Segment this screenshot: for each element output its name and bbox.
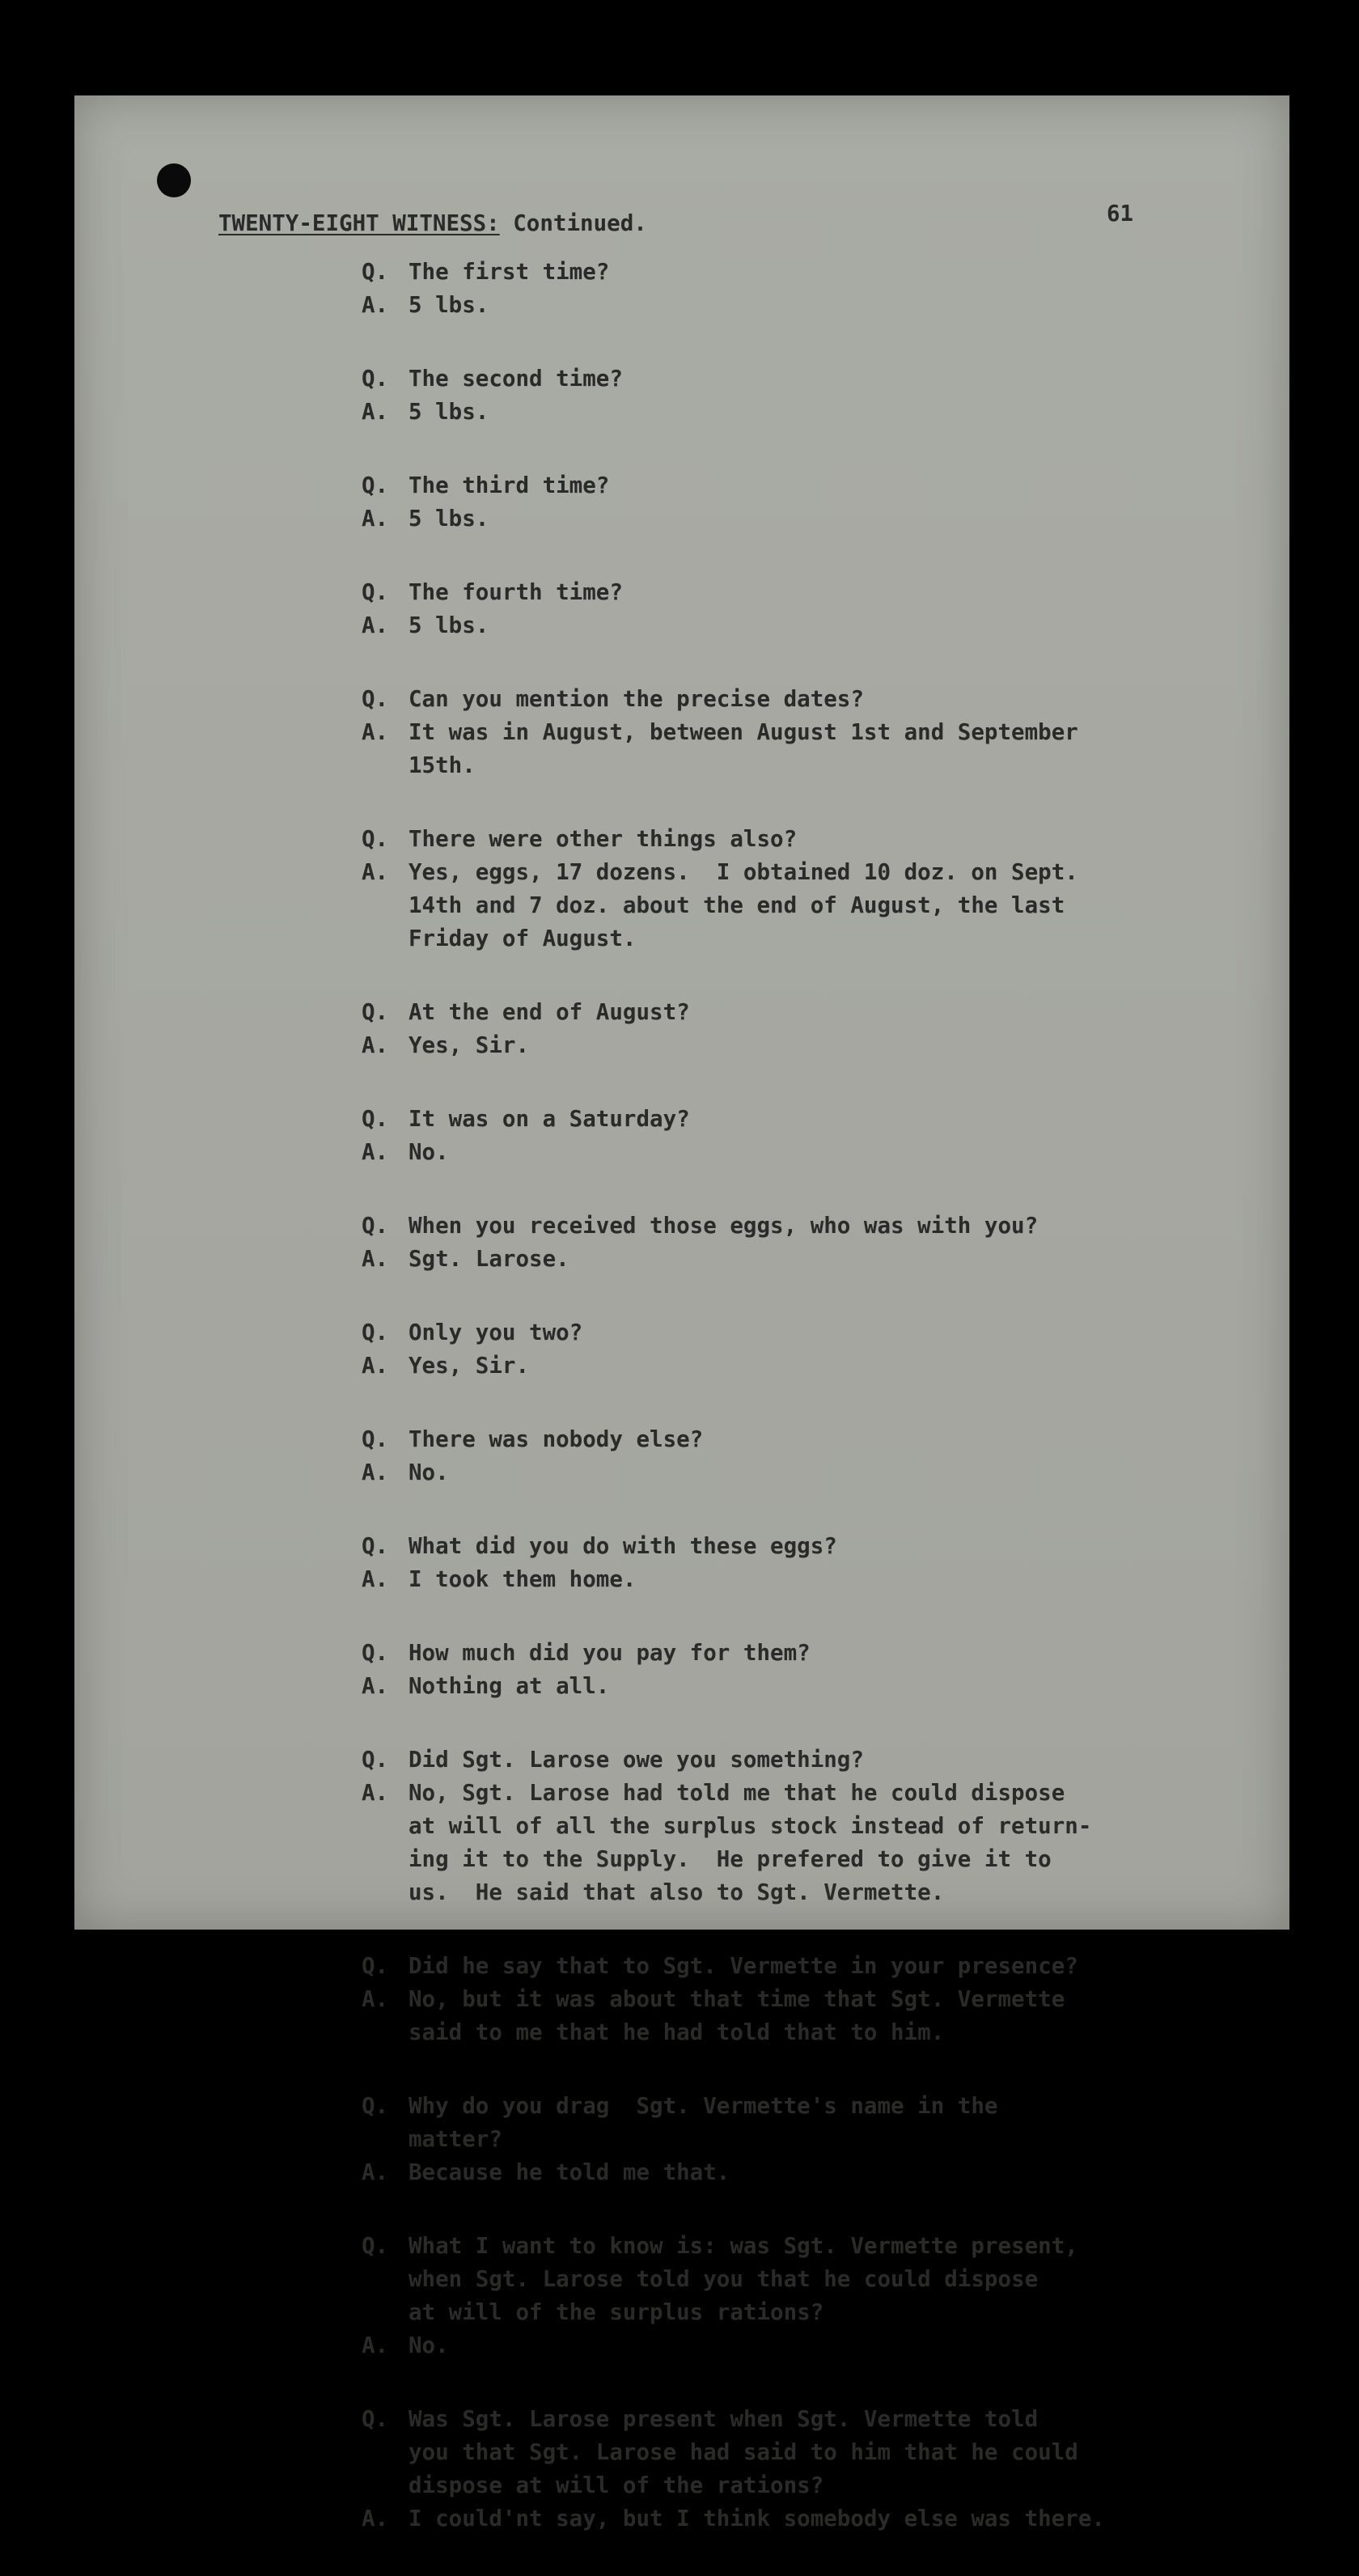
qa-pair (362, 2403, 1276, 2536)
question-marker: Q. (362, 1640, 389, 1666)
question-marker (362, 2469, 409, 2502)
answer-line (362, 922, 1276, 955)
answer-line (362, 1810, 1276, 1843)
question-text: you that Sgt. Larose had said to him that he could (409, 2439, 1078, 2465)
answer-marker (362, 889, 409, 922)
question-marker: Q. (362, 2233, 389, 2259)
answer-line (362, 2156, 1276, 2189)
answer-marker (362, 1810, 409, 1843)
answer-text: No, but it was about that time that Sgt. Vermette (409, 1986, 1065, 2012)
question-marker (362, 2263, 409, 2296)
answer-text: No. (409, 2332, 449, 2358)
qa-pair (362, 683, 1276, 782)
question-line (362, 256, 1276, 289)
answer-text: I could'nt say, but I think somebody else was there. (409, 2506, 1105, 2532)
question-line (362, 1423, 1276, 1456)
answer-line (362, 856, 1276, 889)
answer-text: Sgt. Larose. (409, 1246, 569, 1272)
answer-marker: A. (362, 612, 389, 638)
question-marker: Q. (362, 1106, 389, 1132)
answer-marker: A. (362, 1460, 389, 1485)
testimony-list (362, 256, 1276, 2576)
answer-text: Yes, eggs, 17 dozens. I obtained 10 doz. on Sept. (409, 859, 1078, 885)
question-marker: Q. (362, 1320, 389, 1345)
section-header (218, 207, 647, 240)
answer-line (362, 2016, 1276, 2049)
question-marker: Q. (362, 686, 389, 712)
question-line (362, 1103, 1276, 1136)
answer-text: 5 lbs. (409, 612, 489, 638)
answer-marker: A. (362, 292, 389, 318)
answer-text: 15th. (409, 752, 476, 778)
answer-marker (362, 922, 409, 955)
question-line (362, 2403, 1276, 2436)
answer-text: ing it to the Supply. He prefered to give it to (409, 1846, 1052, 1872)
question-text: At the end of August? (409, 999, 690, 1025)
question-line (362, 1210, 1276, 1243)
qa-pair (362, 1423, 1276, 1489)
answer-text: No. (409, 1139, 449, 1165)
question-line (362, 683, 1276, 716)
qa-pair (362, 1530, 1276, 1596)
answer-marker: A. (362, 1032, 389, 1058)
answer-line (362, 1456, 1276, 1489)
answer-marker (362, 1876, 409, 1909)
question-text: What did you do with these eggs? (409, 1533, 837, 1559)
question-marker: Q. (362, 1426, 389, 1452)
question-text: Did he say that to Sgt. Vermette in your presence? (409, 1953, 1078, 1979)
question-marker: Q. (362, 472, 389, 498)
question-marker: Q. (362, 1953, 389, 1979)
punch-hole (157, 163, 191, 197)
answer-text: Yes, Sir. (409, 1032, 530, 1058)
answer-text: It was in August, between August 1st and September (409, 719, 1078, 745)
question-text: How much did you pay for them? (409, 1640, 811, 1666)
question-marker: Q. (362, 1747, 389, 1773)
qa-pair (362, 362, 1276, 429)
qa-pair (362, 1103, 1276, 1169)
answer-line (362, 1777, 1276, 1810)
question-text: Did Sgt. Larose owe you something? (409, 1747, 864, 1773)
answer-line (362, 289, 1276, 322)
answer-text: Friday of August. (409, 926, 637, 951)
question-text: When you received those eggs, who was with you? (409, 1213, 1039, 1239)
question-text: It was on a Saturday? (409, 1106, 690, 1132)
question-marker: Q. (362, 2406, 389, 2432)
question-text: Was Sgt. Larose present when Sgt. Vermette told (409, 2406, 1039, 2432)
answer-marker: A. (362, 399, 389, 425)
question-text: There was nobody else? (409, 1426, 704, 1452)
question-text: What I want to know is: was Sgt. Vermette present, (409, 2233, 1078, 2259)
answer-marker: A. (362, 1246, 389, 1272)
page-number: 61 (1107, 201, 1134, 227)
qa-pair (362, 2090, 1276, 2189)
question-marker: Q. (362, 259, 389, 285)
question-line (362, 1530, 1276, 1563)
answer-text: Yes, Sir. (409, 1353, 530, 1379)
question-line (362, 2123, 1276, 2156)
answer-line (362, 502, 1276, 536)
question-marker: Q. (362, 2093, 389, 2119)
answer-line (362, 1843, 1276, 1876)
answer-text: I took them home. (409, 1566, 637, 1592)
answer-line (362, 2329, 1276, 2362)
answer-line (362, 609, 1276, 642)
question-marker: Q. (362, 826, 389, 852)
question-text: at will of the surplus rations? (409, 2299, 824, 2325)
question-line (362, 1950, 1276, 1983)
question-marker (362, 2123, 409, 2156)
answer-text: us. He said that also to Sgt. Vermette. (409, 1879, 945, 1905)
question-line (362, 1637, 1276, 1670)
qa-pair (362, 1743, 1276, 1909)
answer-marker: A. (362, 1780, 389, 1806)
question-line (362, 2090, 1276, 2123)
question-marker: Q. (362, 1533, 389, 1559)
answer-line (362, 2502, 1276, 2536)
answer-marker: A. (362, 1986, 389, 2012)
qa-pair (362, 1950, 1276, 2049)
answer-line (362, 749, 1276, 782)
answer-text: 5 lbs. (409, 506, 489, 532)
answer-line (362, 1876, 1276, 1909)
question-text: The second time? (409, 366, 623, 392)
question-marker (362, 2296, 409, 2329)
question-text: matter? (409, 2126, 502, 2152)
answer-line (362, 1563, 1276, 1596)
question-text: dispose at will of the rations? (409, 2472, 824, 2498)
question-text: Can you mention the precise dates? (409, 686, 864, 712)
answer-text: No. (409, 1460, 449, 1485)
answer-marker: A. (362, 1353, 389, 1379)
question-text: when Sgt. Larose told you that he could dispose (409, 2266, 1039, 2292)
qa-pair (362, 823, 1276, 955)
answer-marker: A. (362, 1673, 389, 1699)
question-marker: Q. (362, 1213, 389, 1239)
question-line (362, 362, 1276, 396)
question-line (362, 1316, 1276, 1349)
document-page (74, 95, 1289, 2532)
qa-pair (362, 2230, 1276, 2362)
answer-marker (362, 1843, 409, 1876)
answer-text: Nothing at all. (409, 1673, 610, 1699)
answer-marker: A. (362, 719, 389, 745)
answer-marker: A. (362, 1566, 389, 1592)
answer-marker: A. (362, 506, 389, 532)
question-line (362, 1743, 1276, 1777)
answer-text: said to me that he had told that to him. (409, 2019, 945, 2045)
question-line (362, 2263, 1276, 2296)
qa-pair (362, 1637, 1276, 1703)
question-line (362, 996, 1276, 1029)
question-marker: Q. (362, 579, 389, 605)
qa-pair (362, 1210, 1276, 1276)
answer-line (362, 1136, 1276, 1169)
answer-line (362, 889, 1276, 922)
question-line (362, 2230, 1276, 2263)
answer-text: 5 lbs. (409, 399, 489, 425)
answer-line (362, 1670, 1276, 1703)
question-line (362, 2296, 1276, 2329)
question-line (362, 823, 1276, 856)
answer-line (362, 1243, 1276, 1276)
question-text: The fourth time? (409, 579, 623, 605)
question-marker: Q. (362, 999, 389, 1025)
answer-line (362, 1349, 1276, 1383)
answer-text: at will of all the surplus stock instead of return- (409, 1813, 1092, 1839)
qa-pair (362, 469, 1276, 536)
answer-marker: A. (362, 2159, 389, 2185)
answer-text: Because he told me that. (409, 2159, 730, 2185)
qa-pair (362, 256, 1276, 322)
witness-heading: TWENTY-EIGHT WITNESS: (218, 210, 500, 236)
question-line (362, 576, 1276, 609)
question-line (362, 469, 1276, 502)
answer-line (362, 1983, 1276, 2016)
question-text: Only you two? (409, 1320, 583, 1345)
question-text: Why do you drag Sgt. Vermette's name in the (409, 2093, 998, 2119)
answer-line (362, 396, 1276, 429)
answer-marker (362, 749, 409, 782)
answer-text: No, Sgt. Larose had told me that he could dispose (409, 1780, 1065, 1806)
answer-marker: A. (362, 859, 389, 885)
answer-line (362, 716, 1276, 749)
answer-line (362, 1029, 1276, 1062)
answer-marker: A. (362, 1139, 389, 1165)
answer-text: 14th and 7 doz. about the end of August, the last (409, 892, 1065, 918)
answer-marker (362, 2016, 409, 2049)
question-text: The third time? (409, 472, 610, 498)
question-line (362, 2436, 1276, 2469)
question-marker: Q. (362, 366, 389, 392)
question-text: There were other things also? (409, 826, 798, 852)
question-text: The first time? (409, 259, 610, 285)
continued-label: Continued. (499, 210, 647, 236)
answer-marker: A. (362, 2506, 389, 2532)
answer-text: 5 lbs. (409, 292, 489, 318)
qa-pair (362, 996, 1276, 1062)
question-marker (362, 2436, 409, 2469)
qa-pair (362, 1316, 1276, 1383)
qa-pair (362, 576, 1276, 642)
question-line (362, 2469, 1276, 2502)
answer-marker: A. (362, 2332, 389, 2358)
